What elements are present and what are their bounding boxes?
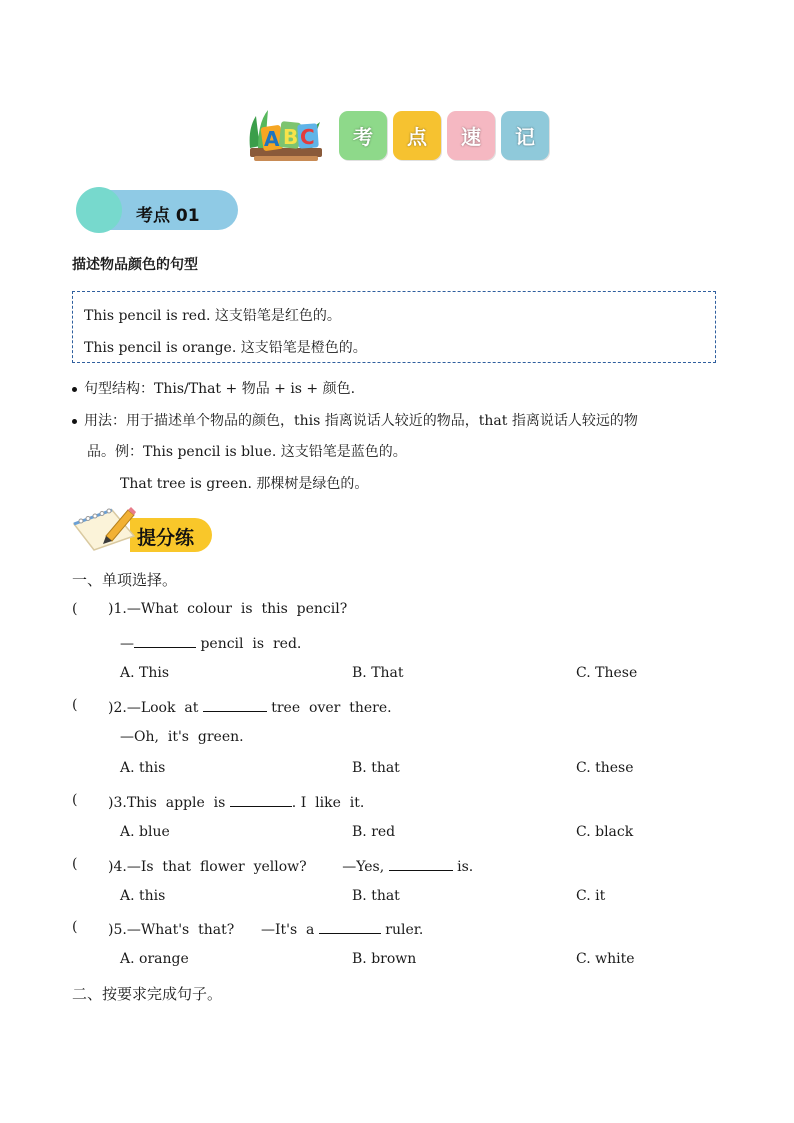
q3-option-a: A. blue [120, 824, 170, 840]
notepad-pencil-icon [72, 506, 142, 552]
q3-blank [230, 792, 292, 807]
q2-option-b: B. that [352, 760, 400, 776]
q2-stem: )2.—Look at tree over there. [108, 697, 392, 716]
example-line-2: This pencil is orange. 这支铅笔是橙色的。 [84, 340, 367, 356]
q3-paren: ( [72, 792, 78, 808]
q2-blank [203, 697, 267, 712]
usage-text-3: That tree is green. 那棵树是绿色的。 [120, 476, 369, 492]
structure-text: 句型结构：This/That + 物品 + is + 颜色. [84, 381, 356, 397]
q4-stem: )4.—Is that flower yellow? —Yes, is. [108, 856, 473, 875]
q4-option-a: A. this [120, 888, 166, 904]
section-badge-label: 考点 01 [136, 206, 200, 226]
q4-blank [389, 856, 453, 871]
bullet-dot-icon [72, 419, 77, 424]
header-tile-kao: 考 [339, 111, 387, 160]
q2-response: —Oh, it's green. [120, 729, 244, 745]
q4-option-b: B. that [352, 888, 400, 904]
q2-option-a: A. this [120, 760, 166, 776]
section-title: 描述物品颜色的句型 [72, 257, 198, 273]
q1-dash: — [120, 636, 134, 652]
structure-bullet [72, 378, 355, 398]
usage-bullet [72, 410, 638, 430]
q1-paren: ( [72, 601, 78, 617]
q1-option-b: B. That [352, 665, 404, 681]
usage-text-2: 品。例：This pencil is blue. 这支铅笔是蓝色的。 [87, 444, 407, 460]
header-tile-ji: 记 [501, 111, 549, 160]
part-one-heading: 一、单项选择。 [72, 571, 178, 589]
q1-blank [134, 633, 196, 648]
q1-answer-line [120, 633, 301, 652]
part-two-heading: 二、按要求完成句子。 [72, 985, 223, 1003]
section-badge-circle [76, 187, 122, 233]
abc-blocks-logo-icon [244, 108, 328, 164]
usage-text-1: 用法：用于描述单个物品的颜色，this 指离说话人较近的物品，that 指离说话人较远的物 [84, 413, 638, 429]
q1-option-c: C. These [576, 665, 638, 681]
svg-text:A: A [264, 127, 280, 151]
svg-text:B: B [283, 125, 299, 149]
q5-stem: )5.—What's that? —It's a ruler. [108, 919, 423, 938]
bullet-dot-icon [72, 387, 77, 392]
q5-blank [319, 919, 381, 934]
q3-stem: )3.This apple is . I like it. [108, 792, 364, 811]
q4-option-c: C. it [576, 888, 606, 904]
q2-option-c: C. these [576, 760, 634, 776]
svg-text:C: C [300, 125, 315, 149]
q5-paren: ( [72, 919, 78, 935]
q5-option-b: B. brown [352, 951, 417, 967]
q2-paren: ( [72, 697, 78, 713]
example-line-1: This pencil is red. 这支铅笔是红色的。 [84, 308, 341, 324]
q1-stem: )1.—What colour is this pencil? [108, 601, 348, 617]
q3-option-b: B. red [352, 824, 396, 840]
header-tile-su: 速 [447, 111, 495, 160]
q4-paren: ( [72, 856, 78, 872]
q1-option-a: A. This [120, 665, 170, 681]
q5-option-a: A. orange [120, 951, 189, 967]
q3-option-c: C. black [576, 824, 634, 840]
practice-badge-label: 提分练 [137, 527, 195, 549]
q5-option-c: C. white [576, 951, 635, 967]
q1-answer-rest: pencil is red. [196, 636, 302, 652]
header-tile-dian: 点 [393, 111, 441, 160]
